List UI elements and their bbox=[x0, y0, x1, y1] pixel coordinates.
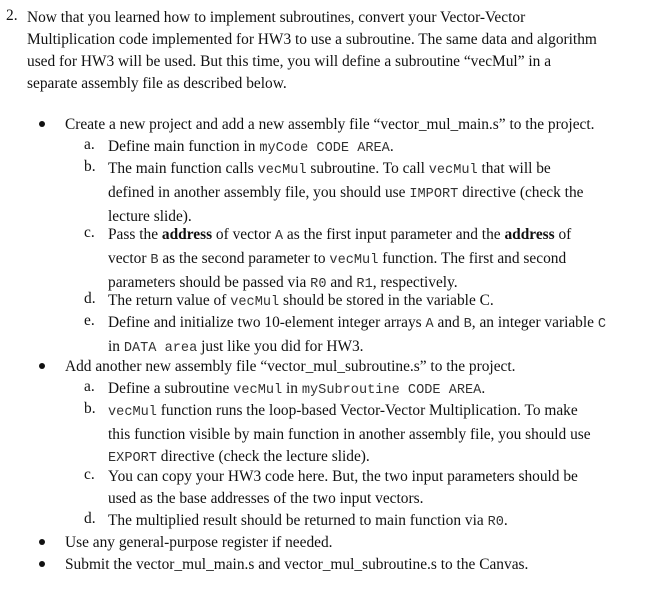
step-body: Define and initialize two 10-element integer arrays A and B, an integer variable C in DATA area just like you did for HW3. bbox=[108, 314, 607, 356]
intro-line: separate assembly file as described below. bbox=[27, 75, 287, 92]
code-text: A bbox=[425, 317, 434, 332]
code-text: DATA area bbox=[123, 341, 198, 356]
step-body: Define a subroutine vecMul in mySubroutine CODE AREA. bbox=[108, 380, 486, 398]
step-letter: a. bbox=[84, 378, 95, 395]
problem-intro bbox=[27, 7, 659, 95]
code-text: R1 bbox=[356, 277, 373, 292]
code-text: vecMul bbox=[233, 383, 283, 398]
bullet-text: Create a new project and add a new assembly file “vector_mul_main.s” to the project. bbox=[65, 116, 595, 133]
intro-line: used for HW3 will be used. But this time, you will define a subroutine “vecMul” in a bbox=[27, 53, 552, 70]
step-body: Pass the address of vector A as the first input parameter and the address of vector B as the second parameter to vecMul function. The first and second parameters should be passed via R0 and R1, respectively. bbox=[108, 226, 572, 292]
code-text: mySubroutine CODE AREA bbox=[301, 383, 482, 398]
step-body: You can copy your HW3 code here. But, the two input parameters should be used as the base addresses of the two input vectors. bbox=[108, 468, 578, 507]
code-text: vecMul bbox=[329, 253, 379, 268]
step-body: Define main function in myCode CODE AREA. bbox=[108, 138, 394, 156]
bullet-dot bbox=[39, 121, 45, 127]
code-text: B bbox=[150, 253, 159, 268]
bullet-text: Use any general-purpose register if needed. bbox=[65, 534, 333, 551]
code-text: A bbox=[274, 229, 284, 244]
step-letter: b. bbox=[84, 158, 96, 175]
step-letter: b. bbox=[84, 400, 96, 417]
step-letter: c. bbox=[84, 466, 95, 483]
step-letter: e. bbox=[84, 312, 95, 329]
bullet-dot bbox=[39, 363, 45, 369]
code-text: R0 bbox=[310, 277, 327, 292]
code-text: C bbox=[597, 317, 607, 332]
intro-line: Now that you learned how to implement subroutines, convert your Vector-Vector bbox=[27, 9, 526, 26]
step-letter: c. bbox=[84, 224, 95, 241]
step-body: vecMul function runs the loop-based Vector-Vector Multiplication. To make this function visible by main function in another assembly file, you should use EXPORT directive (check the lecture slide). bbox=[108, 402, 591, 466]
code-text: EXPORT bbox=[108, 451, 157, 466]
code-text: vecMul bbox=[428, 163, 478, 178]
code-text: myCode CODE AREA bbox=[259, 141, 390, 156]
bullet-dot bbox=[39, 539, 45, 545]
code-text: vecMul bbox=[257, 163, 307, 178]
code-text: R0 bbox=[487, 515, 504, 530]
bullet-text: Submit the vector_mul_main.s and vector_mul_subroutine.s to the Canvas. bbox=[65, 556, 529, 573]
bullet-text: Add another new assembly file “vector_mul_subroutine.s” to the project. bbox=[65, 358, 516, 375]
intro-line: Multiplication code implemented for HW3 to use a subroutine. The same data and algorithm bbox=[27, 31, 597, 48]
code-text: vecMul bbox=[230, 295, 280, 310]
step-body: The main function calls vecMul subroutine. To call vecMul that will be defined in another assembly file, you should use IMPORT directive (check the lecture slide). bbox=[108, 160, 584, 225]
step-letter: a. bbox=[84, 136, 95, 153]
step-body: The multiplied result should be returned to main function via R0. bbox=[108, 512, 508, 530]
step-letter: d. bbox=[84, 510, 96, 527]
bullet-dot bbox=[39, 561, 45, 567]
code-text: B bbox=[463, 317, 472, 332]
problem-number: 2. bbox=[6, 7, 18, 24]
code-text: vecMul bbox=[108, 405, 157, 420]
step-letter: d. bbox=[84, 290, 96, 307]
step-body: The return value of vecMul should be stored in the variable C. bbox=[108, 292, 494, 310]
code-text: IMPORT bbox=[409, 187, 459, 202]
